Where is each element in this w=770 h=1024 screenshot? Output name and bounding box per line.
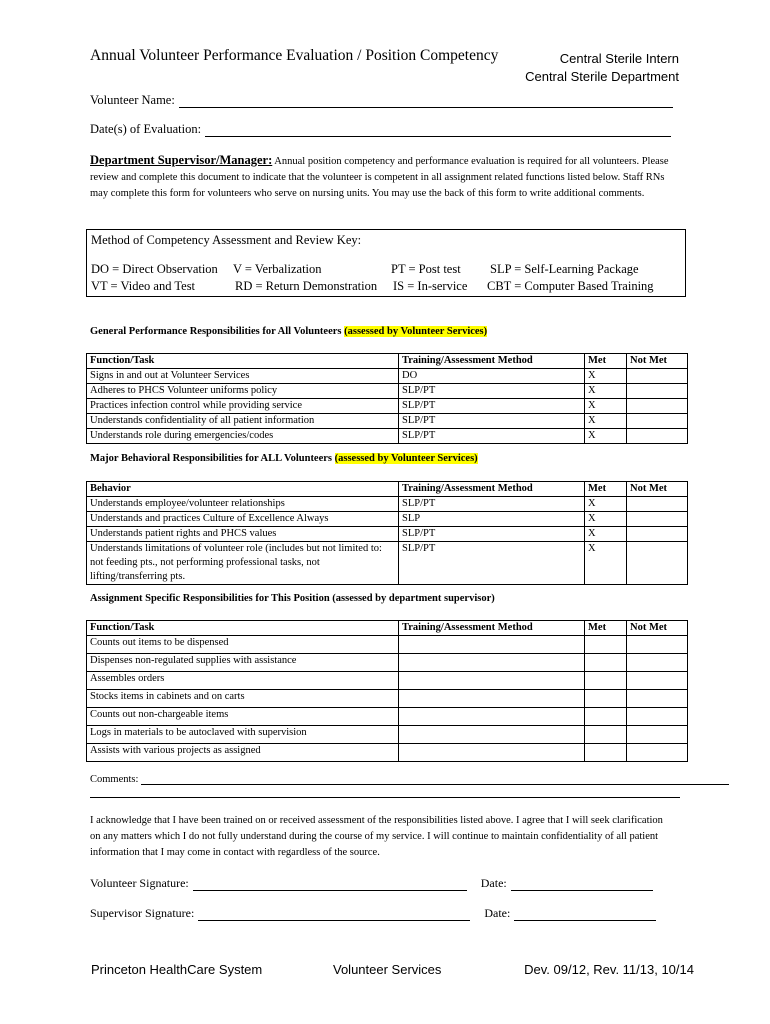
task-cell: Counts out items to be dispensed	[87, 636, 399, 654]
comments-line[interactable]	[141, 774, 729, 785]
method-cell[interactable]	[399, 636, 585, 654]
section-assignment-title: Assignment Specific Responsibilities for This Position (assessed by department supervisor)	[90, 593, 495, 604]
method-cell: SLP/PT	[399, 497, 585, 512]
supervisor-signature-label: Supervisor Signature:	[90, 906, 195, 920]
table-row	[87, 654, 688, 672]
method-cell[interactable]	[399, 726, 585, 744]
not-met-cell[interactable]	[627, 636, 688, 654]
assessment-key-box	[86, 229, 686, 297]
table-row	[87, 744, 688, 762]
method-cell: SLP/PT	[399, 399, 585, 414]
task-cell: Stocks items in cabinets and on carts	[87, 690, 399, 708]
form-title: Annual Volunteer Performance Evaluation / Position Competency	[90, 47, 499, 64]
key-item: PT = Post test	[391, 262, 461, 276]
table-row	[87, 672, 688, 690]
col-method: Training/Assessment Method	[399, 354, 585, 369]
instructions-lead: Department Supervisor/Manager:	[90, 153, 273, 167]
section-behavioral-label: Major Behavioral Responsibilities for ALL Volunteers	[90, 453, 335, 464]
met-cell[interactable]: X	[585, 399, 627, 414]
met-cell[interactable]	[585, 636, 627, 654]
table-row	[87, 414, 688, 429]
task-cell: Logs in materials to be autoclaved with supervision	[87, 726, 399, 744]
key-item: CBT = Computer Based Training	[487, 279, 654, 293]
task-cell: Understands role during emergencies/codes	[87, 429, 399, 444]
volunteer-date-line[interactable]	[511, 879, 653, 891]
footer-organization: Princeton HealthCare System	[91, 962, 263, 977]
section-general-label: General Performance Responsibilities for All Volunteers	[90, 326, 345, 337]
method-cell: SLP/PT	[399, 384, 585, 399]
footer-revision: Dev. 09/12, Rev. 11/13, 10/14	[524, 962, 694, 977]
behavioral-responsibilities-table	[86, 481, 688, 585]
col-met: Met	[585, 482, 627, 497]
table-row	[87, 690, 688, 708]
method-cell[interactable]	[399, 690, 585, 708]
section-behavioral-highlight: (assessed by Volunteer Services)	[334, 453, 478, 464]
method-cell: SLP/PT	[399, 429, 585, 444]
met-cell[interactable]: X	[585, 369, 627, 384]
behavior-cell: Understands employee/volunteer relationships	[87, 497, 399, 512]
not-met-cell[interactable]	[627, 744, 688, 762]
method-cell: SLP/PT	[399, 542, 585, 585]
instructions-text: Annual position competency and performance evaluation is required for all volunteers. Please review and complete this document to indicate that the volunteer is competent in all assignment related functions listed below. Staff RNs may complete this form for volunteers who serve on nursing units. You may use the back of this form to write additional comments.	[90, 156, 669, 199]
key-item: VT = Video and Test	[91, 279, 196, 293]
task-cell: Assembles orders	[87, 672, 399, 690]
acknowledgement-text: I acknowledge that I have been trained on or received assessment of the responsibilities listed above. I agree that I will seek clarification on any matters which I do not fully understand during the course of my service. I will continue to maintain confidentiality of all patient information that I may come in contact with regardless of the source.	[90, 815, 663, 858]
volunteer-name-label: Volunteer Name:	[90, 93, 175, 107]
supervisor-date-label: Date:	[484, 906, 511, 920]
met-cell[interactable]	[585, 654, 627, 672]
volunteer-signature-label: Volunteer Signature:	[90, 876, 189, 890]
not-met-cell[interactable]	[627, 512, 688, 527]
behavior-cell: Understands patient rights and PHCS values	[87, 527, 399, 542]
met-cell[interactable]: X	[585, 414, 627, 429]
behavior-cell: Understands and practices Culture of Excellence Always	[87, 512, 399, 527]
section-behavioral-title	[90, 453, 478, 464]
task-cell: Counts out non-chargeable items	[87, 708, 399, 726]
method-cell: SLP/PT	[399, 414, 585, 429]
footer-department: Volunteer Services	[333, 962, 442, 977]
met-cell[interactable]	[585, 672, 627, 690]
evaluation-date-label: Date(s) of Evaluation:	[90, 122, 202, 136]
method-cell[interactable]	[399, 708, 585, 726]
department-name: Central Sterile Department	[525, 69, 679, 84]
met-cell[interactable]	[585, 690, 627, 708]
col-method: Training/Assessment Method	[399, 482, 585, 497]
table-row	[87, 636, 688, 654]
table-row	[87, 399, 688, 414]
table-header-row	[87, 482, 688, 497]
met-cell[interactable]	[585, 744, 627, 762]
met-cell[interactable]: X	[585, 384, 627, 399]
position-name: Central Sterile Intern	[559, 51, 679, 66]
met-cell[interactable]: X	[585, 512, 627, 527]
met-cell[interactable]	[585, 726, 627, 744]
task-cell: Assists with various projects as assigned	[87, 744, 399, 762]
task-cell: Practices infection control while providing service	[87, 399, 399, 414]
behavior-cell: Understands limitations of volunteer role (includes but not limited to: not feeding pts., not performing professional tasks, not lifting/transferring pts.	[87, 542, 399, 585]
evaluation-date-field[interactable]	[90, 122, 671, 137]
method-cell: SLP	[399, 512, 585, 527]
volunteer-name-field[interactable]	[90, 93, 673, 108]
met-cell[interactable]: X	[585, 542, 627, 585]
volunteer-signature-row	[90, 876, 653, 891]
assignment-responsibilities-table	[86, 620, 688, 762]
key-title: Method of Competency Assessment and Review Key:	[91, 233, 362, 247]
comments-line-2[interactable]	[90, 797, 680, 798]
evaluation-date-line[interactable]	[205, 124, 671, 137]
general-responsibilities-table	[86, 353, 688, 444]
method-cell: DO	[399, 369, 585, 384]
not-met-cell[interactable]	[627, 497, 688, 512]
met-cell[interactable]: X	[585, 527, 627, 542]
method-cell[interactable]	[399, 672, 585, 690]
supervisor-signature-row	[90, 906, 656, 921]
col-met: Met	[585, 621, 627, 636]
table-row	[87, 527, 688, 542]
not-met-cell[interactable]	[627, 384, 688, 399]
header-right	[525, 50, 679, 86]
not-met-cell[interactable]	[627, 654, 688, 672]
method-cell: SLP/PT	[399, 527, 585, 542]
col-method: Training/Assessment Method	[399, 621, 585, 636]
not-met-cell[interactable]	[627, 542, 688, 585]
section-general-title	[90, 326, 487, 337]
volunteer-name-line[interactable]	[179, 95, 673, 108]
not-met-cell[interactable]	[627, 527, 688, 542]
comments-field[interactable]	[90, 774, 729, 785]
table-row	[87, 726, 688, 744]
col-function: Function/Task	[87, 354, 399, 369]
supervisor-signature-line[interactable]	[198, 909, 470, 921]
table-row	[87, 384, 688, 399]
table-row	[87, 369, 688, 384]
col-function: Function/Task	[87, 621, 399, 636]
col-met: Met	[585, 354, 627, 369]
task-cell: Signs in and out at Volunteer Services	[87, 369, 399, 384]
table-row	[87, 708, 688, 726]
supervisor-date-line[interactable]	[514, 909, 656, 921]
key-item: DO = Direct Observation	[91, 262, 218, 276]
col-not-met: Not Met	[627, 621, 688, 636]
section-general-highlight: (assessed by Volunteer Services)	[344, 326, 488, 337]
table-row	[87, 497, 688, 512]
supervisor-instructions	[90, 152, 680, 202]
not-met-cell[interactable]	[627, 369, 688, 384]
method-cell[interactable]	[399, 744, 585, 762]
not-met-cell[interactable]	[627, 690, 688, 708]
table-header-row	[87, 621, 688, 636]
col-not-met: Not Met	[627, 354, 688, 369]
key-item: V = Verbalization	[233, 262, 322, 276]
met-cell[interactable]	[585, 708, 627, 726]
volunteer-signature-line[interactable]	[193, 879, 467, 891]
task-cell: Dispenses non-regulated supplies with assistance	[87, 654, 399, 672]
col-behavior: Behavior	[87, 482, 399, 497]
not-met-cell[interactable]	[627, 399, 688, 414]
volunteer-date-label: Date:	[480, 876, 507, 890]
not-met-cell[interactable]	[627, 429, 688, 444]
met-cell[interactable]: X	[585, 497, 627, 512]
not-met-cell[interactable]	[627, 726, 688, 744]
table-row	[87, 429, 688, 444]
table-header-row	[87, 354, 688, 369]
task-cell: Adheres to PHCS Volunteer uniforms policy	[87, 384, 399, 399]
comments-label: Comments:	[90, 774, 139, 785]
key-item: IS = In-service	[393, 279, 468, 293]
not-met-cell[interactable]	[627, 708, 688, 726]
table-row	[87, 542, 688, 585]
met-cell[interactable]: X	[585, 429, 627, 444]
table-row	[87, 512, 688, 527]
task-cell: Understands confidentiality of all patient information	[87, 414, 399, 429]
key-item: RD = Return Demonstration	[235, 279, 378, 293]
method-cell[interactable]	[399, 654, 585, 672]
not-met-cell[interactable]	[627, 414, 688, 429]
key-item: SLP = Self-Learning Package	[490, 262, 639, 276]
col-not-met: Not Met	[627, 482, 688, 497]
not-met-cell[interactable]	[627, 672, 688, 690]
